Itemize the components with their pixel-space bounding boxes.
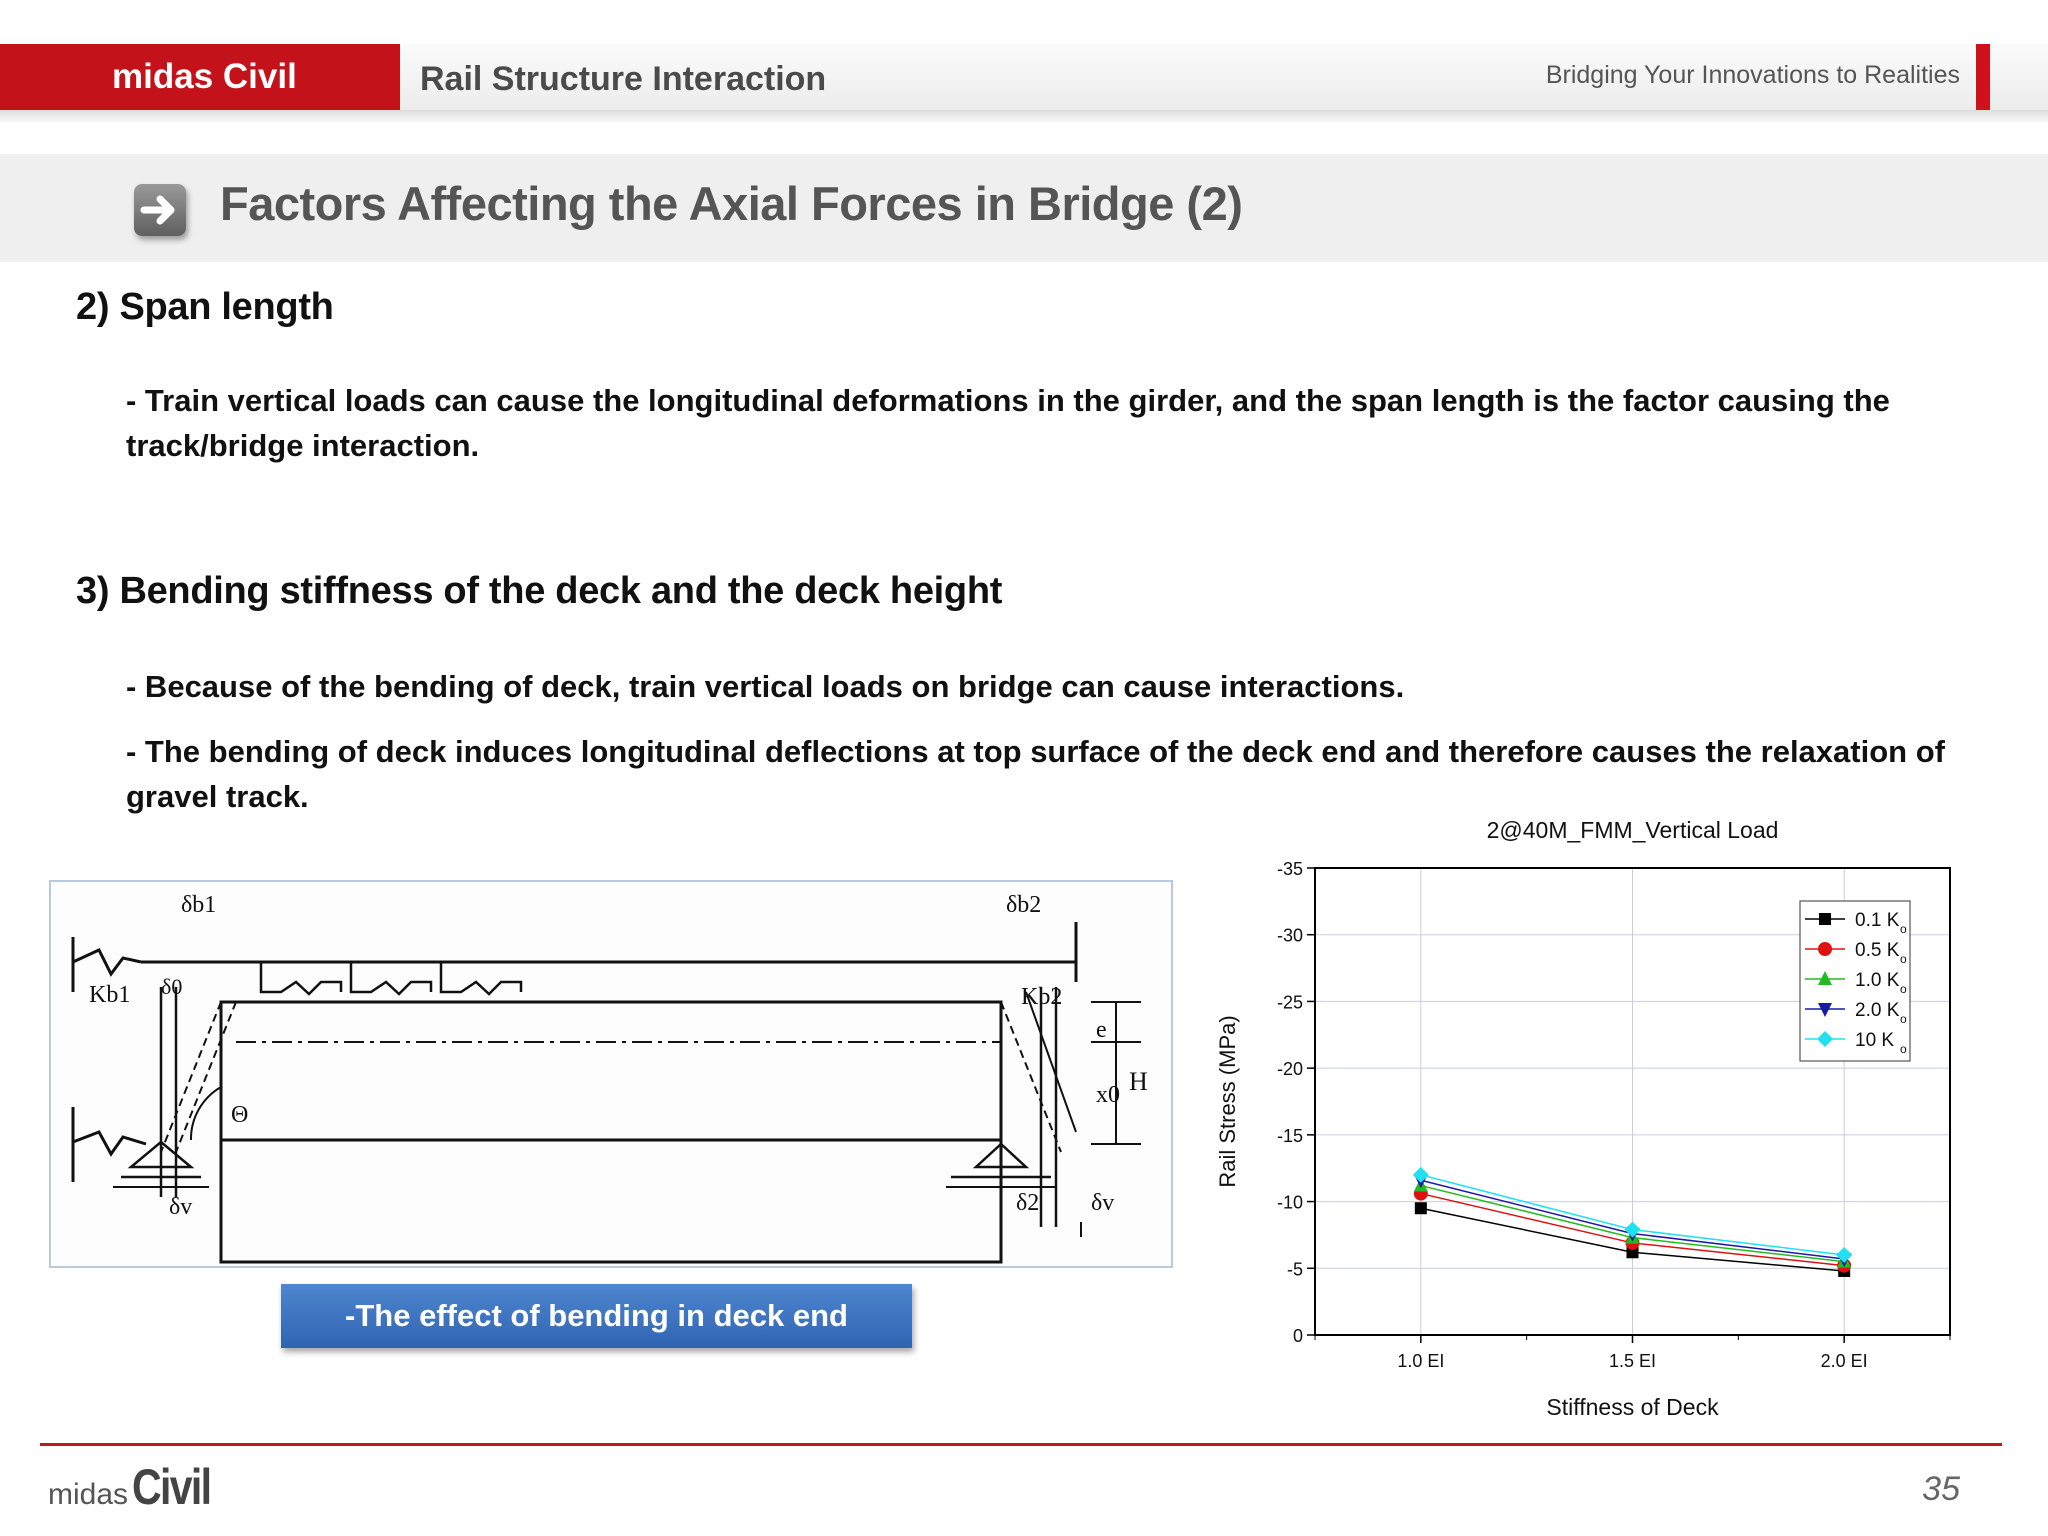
label-k-b1: Kb1 [89,982,131,1008]
legend-label: 0.1 K [1855,910,1900,931]
legend-marker [1818,942,1832,956]
label-delta-0: δ0 [161,974,183,999]
label-x0: x0 [1096,1082,1120,1108]
header-shadow [0,110,2048,124]
section-heading-span-length: 2) Span length [76,286,334,328]
y-axis-label: Rail Stress (MPa) [1215,1015,1240,1188]
data-point [1413,1167,1429,1183]
y-tick-label: -30 [1276,925,1303,946]
legend-label: 2.0 K [1855,1000,1900,1021]
label-delta-v-right: δv [1091,1190,1115,1216]
bullet-bending-interactions: - Because of the bending of deck, train vertical loads on bridge can cause interactions. [126,669,1405,704]
legend-subscript: o [1900,982,1907,996]
legend-label: 10 K [1855,1030,1895,1051]
label-theta: Θ [231,1102,249,1128]
deck-bending-diagram [49,880,1173,1268]
product-title: Rail Structure Interaction [420,60,827,98]
label-delta-b1: δb1 [181,892,217,918]
legend-label: 1.0 K [1855,970,1900,991]
x-tick-label: 1.5 EI [1608,1351,1657,1371]
label-h: H [1129,1067,1148,1096]
bullet-bending-deflections: - The bending of deck induces longitudinal deflections at top surface of the deck end and therefore causes the relaxation of gravel track. [126,734,1945,814]
tagline: Bridging Your Innovations to Realities [1545,61,1960,89]
x-tick-label: 2.0 EI [1820,1351,1868,1371]
diagram-caption: -The effect of bending in deck end [281,1284,912,1348]
y-tick-label: -5 [1286,1259,1303,1280]
chart-title: 2@40M_FMM_Vertical Load [1486,817,1779,843]
y-tick-label: -25 [1276,992,1303,1013]
legend-marker [1819,913,1831,925]
bullet-span-length: - Train vertical loads can cause the longitudinal deformations in the girder, and the span length is the factor causing the track/bridge interaction. [126,383,1890,463]
label-delta-v-left: δv [169,1194,193,1220]
data-point [1415,1202,1427,1214]
label-k-b2: Kb2 [1021,984,1063,1010]
page-number: 35 [1922,1470,1960,1508]
footer-logo-midas: midas [48,1478,129,1511]
y-tick-label: -35 [1276,859,1303,879]
legend-label: 0.5 K [1855,940,1900,961]
x-axis-label: Stiffness of Deck [1546,1394,1719,1420]
label-delta-2: δ2 [1016,1190,1040,1216]
footer-logo-civil: Civil [132,1459,211,1515]
x-tick-label: 1.0 EI [1397,1351,1445,1371]
footer-divider [40,1443,2002,1446]
y-tick-label: -10 [1276,1192,1303,1213]
footer-logo [48,1458,228,1516]
rail-stress-chart [1200,805,1980,1425]
section-heading-bending-stiffness: 3) Bending stiffness of the deck and the deck height [76,570,1003,612]
y-tick-label: 0 [1292,1326,1303,1346]
label-e: e [1096,1017,1107,1043]
y-tick-label: -15 [1276,1125,1303,1146]
legend-subscript: o [1900,1012,1907,1026]
legend-subscript: o [1900,952,1907,966]
legend-subscript: o [1900,922,1907,936]
legend-subscript: o [1900,1042,1907,1056]
brand-logo: midas Civil [0,44,400,110]
slide-title: Factors Affecting the Axial Forces in Bridge (2) [220,177,1243,230]
header-accent [1976,44,1990,110]
label-delta-b2: δb2 [1006,892,1042,918]
arrow-right-icon [134,184,186,236]
data-point [1625,1222,1641,1238]
y-tick-label: -20 [1276,1059,1303,1080]
